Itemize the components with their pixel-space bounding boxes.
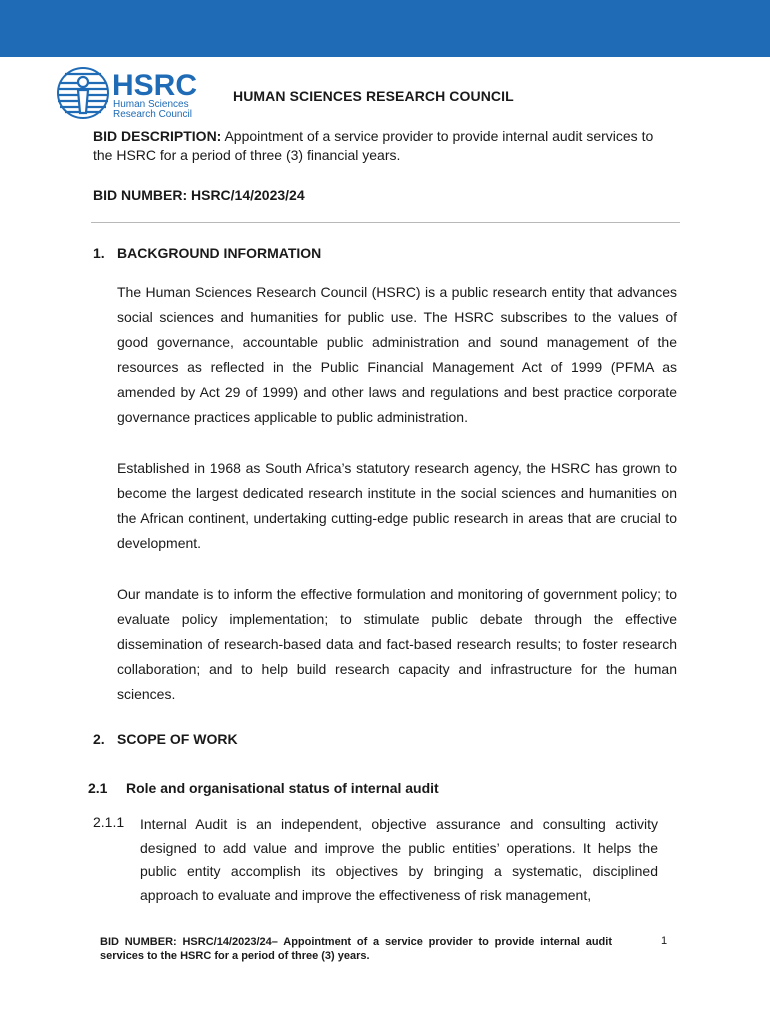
section-1-paragraph-1: The Human Sciences Research Council (HSRC) is a public research entity that advances social sciences and humanities for public use. The HSRC subscribes to the values of good governance, accountable public administration and sound management of the resources as reflected in the Public Financial Management Act of 1999 (PFMA as amended by Act 29 of 1999) and other laws and regulations and best practice corporate governance practices applicable to public administration. (117, 284, 677, 425)
section-1-number: 1. (93, 245, 105, 261)
section-2-title: SCOPE OF WORK (117, 731, 238, 747)
globe-icon (58, 68, 108, 118)
section-1-title: BACKGROUND INFORMATION (117, 245, 322, 261)
section-1-paragraph-3: Our mandate is to inform the effective formulation and monitoring of government policy; to evaluate policy implementation; to stimulate public debate through the effective dissemination of research-based data and fact-based research results; to foster research collaboration; and to help build research capacity and infrastructure for the human sciences. (117, 586, 677, 702)
section-2-number: 2. (93, 731, 105, 747)
section-1-heading (93, 245, 321, 261)
item-2-1-1-text: Internal Audit is an independent, objective assurance and consulting activity designed to add value and improve the public entities’ operations. It helps the public entity accomplish its objectives by bringing a systematic, disciplined approach to evaluate and improve the effectiveness of risk management, (140, 816, 658, 903)
section-1-paragraph-2: Established in 1968 as South Africa’s statutory research agency, the HSRC has grown to become the largest dedicated research institute in the social sciences and humanities on the African continent, undertaking cutting-edge public research in areas that are crucial to development. (117, 460, 677, 551)
bid-description-label: BID DESCRIPTION: (93, 128, 222, 144)
bid-description (93, 127, 673, 165)
section-2-heading (93, 731, 238, 747)
subsection-2-1-heading (88, 780, 439, 796)
logo-line-1: Human Sciences (113, 99, 189, 110)
hsrc-logo (56, 66, 206, 120)
item-2-1-1-number: 2.1.1 (93, 814, 125, 830)
page-footer: BID NUMBER: HSRC/14/2023/24– Appointment of a service provider to provide internal audit services to the HSRC for a period of three (3) years. (100, 936, 612, 962)
org-title: HUMAN SCIENCES RESEARCH COUNCIL (233, 88, 514, 104)
page-number: 1 (661, 935, 668, 947)
logo-wordmark: HSRC (112, 69, 198, 102)
header-divider (91, 222, 680, 223)
subsection-2-1-title: Role and organisational status of internal audit (126, 780, 439, 796)
bid-description-text: Appointment of a service provider to provide internal audit services to the HSRC for a period of three (3) financial years. (93, 128, 654, 163)
subsection-2-1-number: 2.1 (88, 780, 108, 796)
top-banner (0, 0, 770, 57)
bid-number: BID NUMBER: HSRC/14/2023/24 (93, 187, 305, 203)
logo-line-2: Research Council (113, 109, 192, 120)
